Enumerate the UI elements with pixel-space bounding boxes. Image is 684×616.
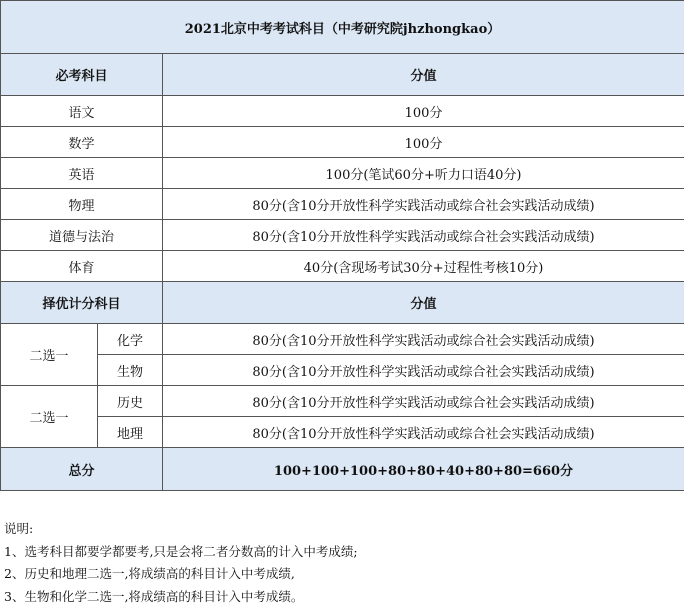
subject-cell: 体育 xyxy=(1,251,163,282)
table-row xyxy=(1,158,684,189)
subject-cell: 物理 xyxy=(1,189,163,220)
required-header-row xyxy=(1,54,684,96)
table-row xyxy=(1,189,684,220)
score-cell: 80分(含10分开放性科学实践活动或综合社会实践活动成绩) xyxy=(163,324,684,355)
score-cell: 100分(笔试60分+听力口语40分) xyxy=(163,158,684,189)
table-row xyxy=(1,324,684,355)
score-cell: 80分(含10分开放性科学实践活动或综合社会实践活动成绩) xyxy=(163,355,684,386)
choice-group-label: 二选一 xyxy=(1,324,98,386)
subject-cell: 语文 xyxy=(1,96,163,127)
table-row xyxy=(1,96,684,127)
table-row xyxy=(1,386,684,417)
subject-cell: 英语 xyxy=(1,158,163,189)
table-row xyxy=(1,220,684,251)
notes-section xyxy=(4,518,358,608)
table-row xyxy=(1,127,684,158)
optional-header-row xyxy=(1,282,684,324)
subject-cell: 道德与法治 xyxy=(1,220,163,251)
subject-cell: 历史 xyxy=(98,386,163,417)
subject-cell: 化学 xyxy=(98,324,163,355)
required-subject-header: 必考科目 xyxy=(1,54,163,96)
table-title: 2021北京中考考试科目（中考研究院jhzhongkao） xyxy=(1,1,684,54)
score-cell: 80分(含10分开放性科学实践活动或综合社会实践活动成绩) xyxy=(163,386,684,417)
title-row xyxy=(1,1,684,54)
score-cell: 40分(含现场考试30分+过程性考核10分) xyxy=(163,251,684,282)
subject-cell: 地理 xyxy=(98,417,163,448)
choice-group-label: 二选一 xyxy=(1,386,98,448)
notes-heading: 说明: xyxy=(4,521,34,536)
subject-cell: 数学 xyxy=(1,127,163,158)
score-cell: 80分(含10分开放性科学实践活动或综合社会实践活动成绩) xyxy=(163,220,684,251)
optional-subject-header: 择优计分科目 xyxy=(1,282,163,324)
table-row xyxy=(1,355,684,386)
total-row xyxy=(1,448,684,491)
table-row xyxy=(1,251,684,282)
note-line: 3、生物和化学二选一,将成绩高的科目计入中考成绩。 xyxy=(4,588,304,604)
note-line: 2、历史和地理二选一,将成绩高的科目计入中考成绩, xyxy=(4,566,295,581)
note-line: 1、选考科目都要学都要考,只是会将二者分数高的计入中考成绩; xyxy=(4,543,358,559)
total-label: 总分 xyxy=(1,448,163,491)
subject-cell: 生物 xyxy=(98,355,163,386)
score-cell: 80分(含10分开放性科学实践活动或综合社会实践活动成绩) xyxy=(163,417,684,448)
score-cell: 100分 xyxy=(163,96,684,127)
table-row xyxy=(1,417,684,448)
optional-score-header: 分值 xyxy=(163,282,684,324)
total-value: 100+100+100+80+80+40+80+80=660分 xyxy=(163,448,684,491)
required-score-header: 分值 xyxy=(163,54,684,96)
score-cell: 100分 xyxy=(163,127,684,158)
score-cell: 80分(含10分开放性科学实践活动或综合社会实践活动成绩) xyxy=(163,189,684,220)
